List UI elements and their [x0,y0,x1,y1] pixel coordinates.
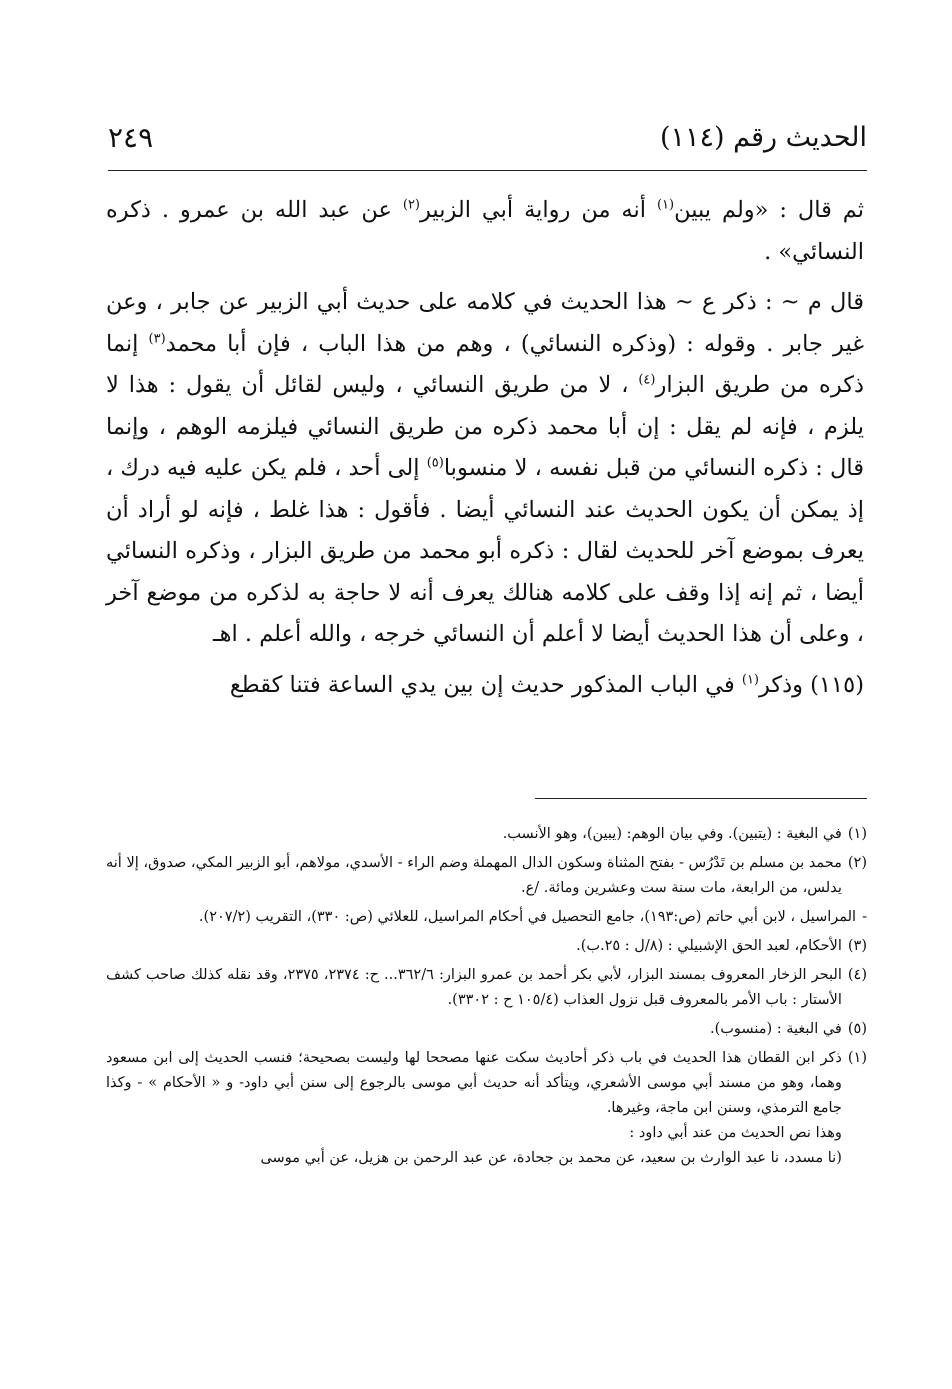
footnote-mark: (٥) [847,1021,867,1037]
footnote-mark: (١) [847,826,867,842]
footnote-ref: (٣) [148,331,166,346]
paragraph-2 [106,282,864,656]
footnote-ref: (٥) [426,455,444,471]
footnote-ref: (٤) [638,372,656,388]
footnote-text: المراسيل ، لابن أبي حاتم (ص:١٩٣)، جامع التحصيل في أحكام المراسيل، للعلائي (ص: ٣٣٠)، التقريب (٢٠٧/٢). [198,909,857,925]
text-run: قال م ~ : ذكر ع ~ هذا الحديث في كلامه على حديث أبي الزبير عن جابر ، وعن غير جابر . وقوله : (وذكره النسائي) ، وهم من هذا الباب ، فإن أبا محمد [106,289,865,357]
footnote-line: (نا مسدد، نا عبد الوارث بن سعيد، عن محمد بن جحادة، عن عبد الرحمن بن هزيل، عن أبي موسى [260,1150,842,1166]
footnote-mark: (١) [847,1050,867,1066]
footnote-mark: (٤) [847,967,867,983]
text-run: ثم قال : «ولم يبين [674,197,864,223]
footnote-text: البحر الزخار المعروف بمسند البزار، لأبي بكر أحمد بن عمرو البزار: ٣٦٢/٦... ح: ٢٣٧٤، ٢٣٧٥، وقد نقله كذلك صاحب كشف الأستار : باب الأمر بالمعروف قبل نزول العذاب (١٠٥/٤ ح : ٣٣٠٢). [106,967,842,1008]
footnote-mark: - [862,909,867,925]
footnotes [106,822,867,1175]
footnote-text [106,1046,842,1171]
footnote [106,934,867,959]
footnote-text: في البغية : (يتبين). وفي بيان الوهم: (يبين)، وهو الأنسب. [502,826,842,842]
header-title: الحديث رقم (١١٤) [659,122,867,153]
text-run: في الباب المذكور حديث إن بين يدي الساعة فتنا كقطع [229,671,742,698]
footnote-text: في البغية : (منسوب). [710,1021,842,1037]
footnote [106,963,867,1013]
header-divider [108,170,867,171]
footnote-mark: (٣) [847,938,867,954]
footnote-line: وهذا نص الحديث من عند أبي داود : [629,1125,842,1141]
text-run: إنما ذكره من طريق البزار [106,330,864,398]
footnote-divider [535,798,867,799]
footnote [106,905,867,930]
main-text [106,190,864,706]
text-run: أنه من رواية أبي الزبير [420,197,657,223]
page-number: ٢٤٩ [108,121,154,154]
footnote [106,822,867,847]
paragraph-1 [106,190,864,273]
footnote-text: محمد بن مسلم بن تَدْرُس - بفتح المثناة وسكون الدال المهملة وضم الراء - الأسدي، مولاهم، أبو الزبير المكي، صدوق، إلا أنه يدلس، من الرابعة، مات سنة ست وعشرين ومائة. /ع. [106,855,842,896]
footnote-ref: (١) [741,672,759,687]
footnote-line: ذكر ابن القطان هذا الحديث في باب ذكر أحاديث سكت عنها مصححا لها وليست بصحيحة؛ فنسب الحديث إلى ابن مسعود وهما، وهو من مسند أبي موسى الأشعري، ويتأكد أنه حديث أبي موسى بالرجوع إلى سنن أبي داود- و « الأحكام » - وكذا جامع الترمذي، وسنن ابن ماجة، وغيرها. [106,1050,842,1116]
paragraph-3 [106,665,864,707]
footnote-ref: (٢) [402,197,420,213]
footnote-text: الأحكام، لعبد الحق الإشبيلي : (٨/ل : ٢٥.ب). [576,938,842,954]
footnote [106,851,867,901]
text-run: عن عبد الله بن عمرو . ذكره النسائي» . [106,197,864,265]
text-run: إلى أحد ، فلم يكن عليه فيه درك ، إذ يمكن أن يكون الحديث عند النسائي أيضا . فأقول : هذا غلط ، فإنه لو أراد أن يعرف بموضع آخر للحديث لقال : ذكره أبو محمد من طريق البزار ، وذكره النسائي أيضا ، ثم إنه إذا وقف على كلامه هنالك يعرف أنه لا حاجة به لذكره من موضع آخر ، وعلى أن هذا الحديث أيضا لا أعلم أن النسائي خرجه ، والله أعلم . اهـ [106,455,864,647]
text-run: ، لا من طريق النسائي ، وليس لقائل أن يقول : هذا لا يلزم ، فإنه لم يقل : إن أبا محمد ذكره من طريق النسائي فيلزمه الوهم ، وإنما قال : ذكره النسائي من قبل نفسه ، لا منسوبا [106,372,864,481]
footnote [106,1017,867,1042]
text-run: (١١٥) وذكر [759,671,864,698]
footnote-ref: (١) [656,197,675,213]
footnote-mark: (٢) [847,855,867,871]
running-header [108,118,867,164]
footnote [106,1046,867,1171]
